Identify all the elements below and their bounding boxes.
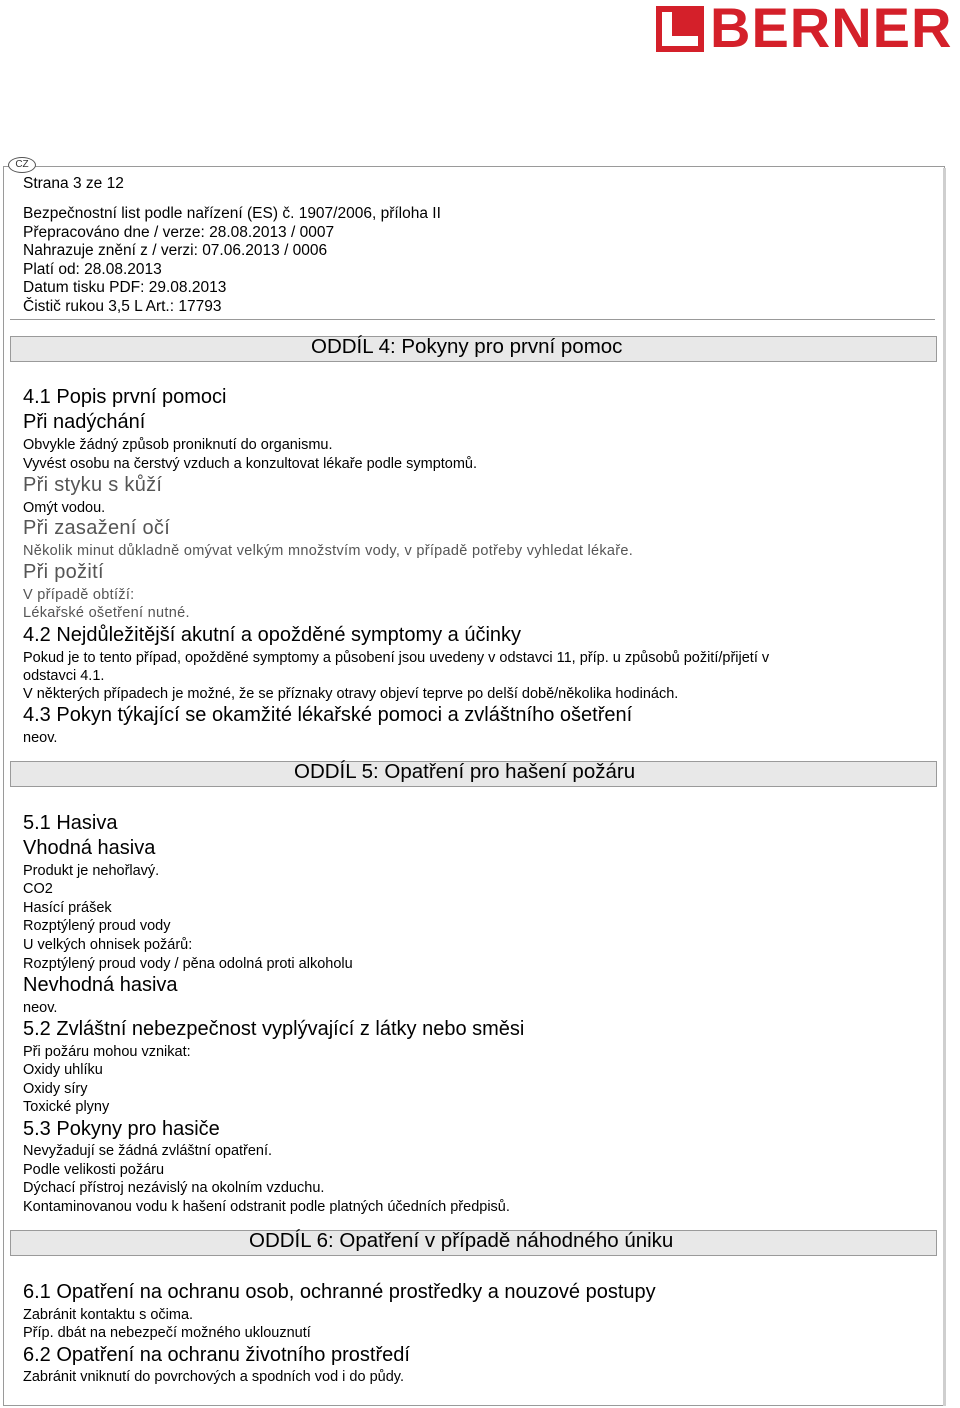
heading-5-3: 5.3 Pokyny pro hasiče <box>23 1118 220 1140</box>
ingestion-line-2: Lékařské ošetření nutné. <box>23 605 190 621</box>
heading-6-2: 6.2 Opatření na ochranu životního prostředí <box>23 1344 410 1366</box>
firefighter-item: Dýchací přístroj nezávislý na okolním vzduchu. <box>23 1180 325 1196</box>
environment-line-1: Zabránit vniknutí do povrchových a spodních vod i do půdy. <box>23 1369 404 1385</box>
section6-title: ODDÍL 6: Opatření v případě náhodného úniku <box>249 1229 674 1252</box>
page-number: Strana 3 ze 12 <box>23 175 124 192</box>
symptoms-line-2: odstavci 4.1. <box>23 668 105 684</box>
heading-unsuitable: Nevhodná hasiva <box>23 974 178 996</box>
heading-5-2: 5.2 Zvláštní nebezpečnost vyplývající z látky nebo směsi <box>23 1018 525 1040</box>
hazard-item: Oxidy uhlíku <box>23 1062 103 1078</box>
section4-band <box>10 336 937 362</box>
suitable-item: Hasící prášek <box>23 900 112 916</box>
suitable-item: Rozptýlený proud vody <box>23 918 171 934</box>
section6-band <box>10 1230 937 1256</box>
heading-skin: Při styku s kůží <box>23 474 163 496</box>
ingestion-line-1: V případě obtíží: <box>23 587 135 603</box>
suitable-item: Rozptýlený proud vody / pěna odolná proti alkoholu <box>23 956 353 972</box>
header-rule <box>10 319 935 320</box>
revised-line: Přepracováno dne / verze: 28.08.2013 / 0007 <box>23 224 335 241</box>
suitable-item: U velkých ohnisek požárů: <box>23 937 193 953</box>
suitable-item: CO2 <box>23 881 53 897</box>
suitable-item: Produkt je nehořlavý. <box>23 863 160 879</box>
valid-from-line: Platí od: 28.08.2013 <box>23 261 162 278</box>
firefighter-item: Nevyžadují se žádná zvláštní opatření. <box>23 1143 273 1159</box>
country-badge: CZ <box>8 157 36 173</box>
frame-shadow <box>943 168 946 1406</box>
product-line: Čistič rukou 3,5 L Art.: 17793 <box>23 298 222 315</box>
section5-title: ODDÍL 5: Opatření pro hašení požáru <box>294 760 636 783</box>
regulation-line: Bezpečnostní list podle nařízení (ES) č. 1907/2006, příloha II <box>23 205 441 222</box>
inhalation-line-1: Obvykle žádný způsob proniknutí do organismu. <box>23 437 333 453</box>
heading-eye: Při zasažení očí <box>23 517 171 539</box>
section4-title: ODDÍL 4: Pokyny pro první pomoc <box>311 335 623 358</box>
berner-logo-icon <box>656 6 704 52</box>
heading-ingestion: Při požití <box>23 561 104 583</box>
brand-name: BERNER <box>710 0 953 59</box>
section5-band <box>10 761 937 787</box>
symptoms-line-3: V některých případech je možné, že se příznaky otravy objeví teprve po delší době/několika hodinách. <box>23 686 679 702</box>
skin-line-1: Omýt vodou. <box>23 500 106 516</box>
heading-4-2: 4.2 Nejdůležitější akutní a opožděné symptomy a účinky <box>23 624 522 646</box>
heading-6-1: 6.1 Opatření na ochranu osob, ochranné prostředky a nouzové postupy <box>23 1281 656 1303</box>
berner-logo <box>656 0 956 59</box>
personal-line-2: Příp. dbát na nebezpečí možného uklouznutí <box>23 1325 311 1341</box>
hazard-item: Oxidy síry <box>23 1081 88 1097</box>
firefighter-item: Podle velikosti požáru <box>23 1162 165 1178</box>
replaces-line: Nahrazuje znění z / verzi: 07.06.2013 / 0006 <box>23 242 328 259</box>
heading-5-1: 5.1 Hasiva <box>23 812 118 834</box>
symptoms-line-1: Pokud je to tento případ, opožděné symptomy a působení jsou uvedeny v odstavci 11, příp. u způsobů požití/přijetí v <box>23 650 770 666</box>
heading-inhalation: Při nadýchání <box>23 411 146 433</box>
unsuitable-line-1: neov. <box>23 1000 58 1016</box>
eye-line-1: Několik minut důkladně omývat velkým množstvím vody, v případě potřeby vyhledat lékaře. <box>23 543 634 559</box>
hazard-item: Při požáru mohou vznikat: <box>23 1044 191 1060</box>
firefighter-item: Kontaminovanou vodu k hašení odstranit podle platných účedních předpisů. <box>23 1199 510 1215</box>
heading-4-3: 4.3 Pokyn týkající se okamžité lékařské pomoci a zvláštního ošetření <box>23 704 633 726</box>
medical-line-1: neov. <box>23 730 58 746</box>
print-date-line: Datum tisku PDF: 29.08.2013 <box>23 279 227 296</box>
personal-line-1: Zabránit kontaktu s očima. <box>23 1307 194 1323</box>
hazard-item: Toxické plyny <box>23 1099 110 1115</box>
heading-suitable: Vhodná hasiva <box>23 837 156 859</box>
inhalation-line-2: Vyvést osobu na čerstvý vzduch a konzultovat lékaře podle symptomů. <box>23 456 478 472</box>
heading-4-1: 4.1 Popis první pomoci <box>23 386 227 408</box>
